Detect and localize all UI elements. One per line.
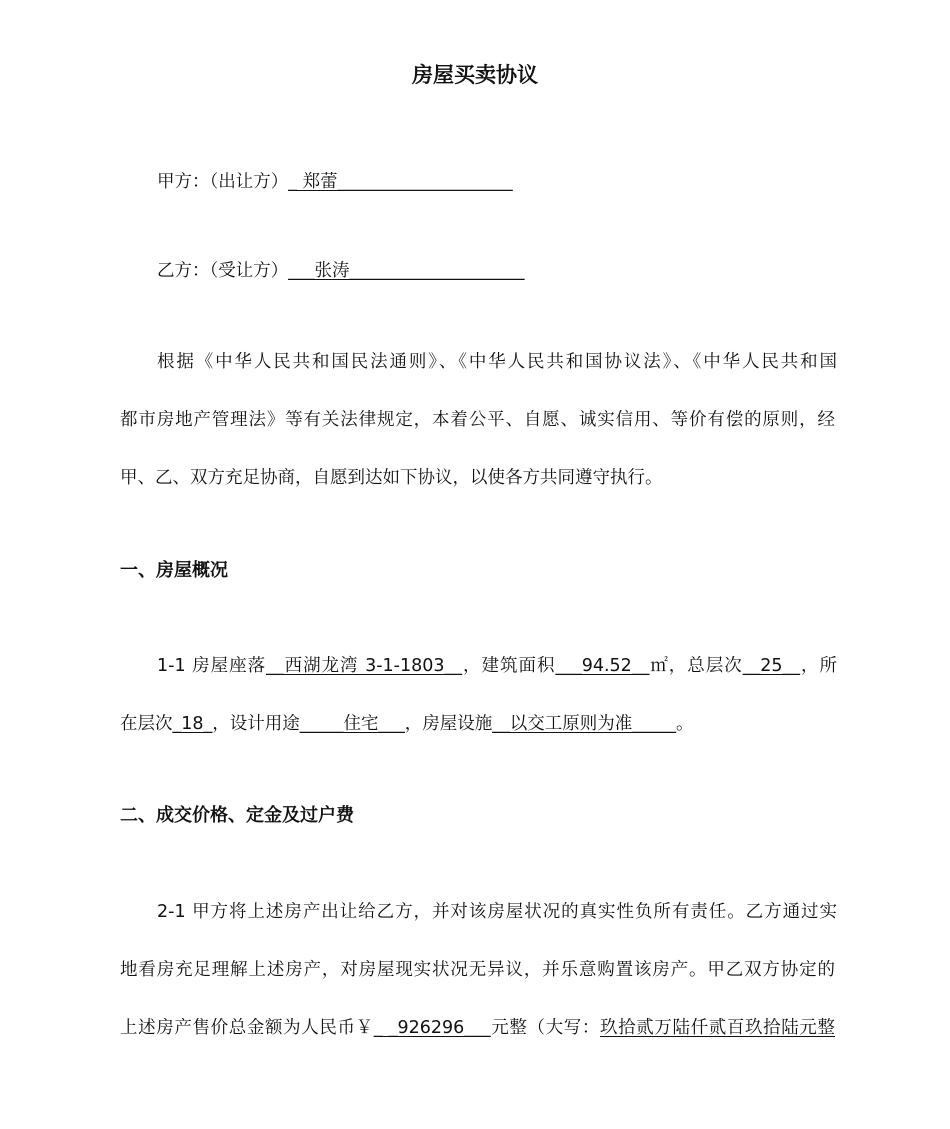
party-a-label: 甲方：（出让方） [157, 172, 289, 192]
section-1-line-1 [157, 654, 837, 678]
value-area: ___94.52__ [555, 656, 650, 676]
section-2-heading: 二、成交价格、定金及过户费 [120, 805, 354, 826]
value-floor: _18_ [172, 714, 213, 734]
label-price-words: 元整（大写： [490, 1018, 600, 1038]
value-total-price: _ _926296___ [373, 1018, 491, 1038]
section-2-line-1: 2-1 甲方将上述房产出让给乙方，并对该房屋状况的真实性负所有责任。乙方通过实 [157, 902, 837, 922]
section-1-heading: 一、房屋概况 [120, 560, 228, 581]
party-b-name: ___张涛____________________ [288, 261, 525, 281]
document-title: 房屋买卖协议 [412, 63, 538, 87]
section-2-line-3 [120, 1016, 835, 1040]
text-period: 。 [676, 714, 694, 734]
text-suffix: ，所 [800, 656, 838, 676]
section-2-line-2: 地看房充足理解上述房产，对房屋现实状况无异议，并乐意购置该房产。甲乙双方协定的 [120, 960, 835, 980]
value-facilities: __以交工原则为准_____ [492, 714, 677, 734]
section-1-line-2 [120, 712, 835, 736]
value-total-floors: __25__ [742, 656, 801, 676]
party-b-label: 乙方：（受让方） [157, 261, 289, 281]
label-facilities: ，房屋设施 [404, 714, 493, 734]
value-price-words: 玖拾贰万陆仟贰百玖拾陆元整 [599, 1018, 836, 1038]
party-b-line [157, 259, 837, 283]
party-a-line [157, 170, 837, 194]
preamble-line-1: 根据《中华人民共和国民法通则》、《中华人民共和国协议法》、《中华人民共和国 [157, 352, 837, 372]
value-location: __西湖龙湾 3-1-1803__ [266, 656, 463, 676]
value-usage: _____住宅___ [299, 714, 405, 734]
party-a-name: _ 郑蕾____________________ [288, 172, 513, 192]
label-floor: 在层次 [120, 714, 173, 734]
preamble-line-2: 都市房地产管理法》等有关法律规定，本着公平、自愿、诚实信用、等价有偿的原则，经 [120, 410, 835, 430]
preamble-line-3: 甲、乙、双方充足协商，自愿到达如下协议，以使各方共同遵守执行。 [120, 468, 663, 488]
label-location: 1-1 房屋座落 [157, 656, 267, 676]
label-total-price: 上述房产售价总金额为人民币￥ [120, 1018, 374, 1038]
label-area: ，建筑面积 [462, 656, 556, 676]
label-usage: ，设计用途 [212, 714, 300, 734]
label-total-floors: ㎡，总层次 [649, 656, 743, 676]
